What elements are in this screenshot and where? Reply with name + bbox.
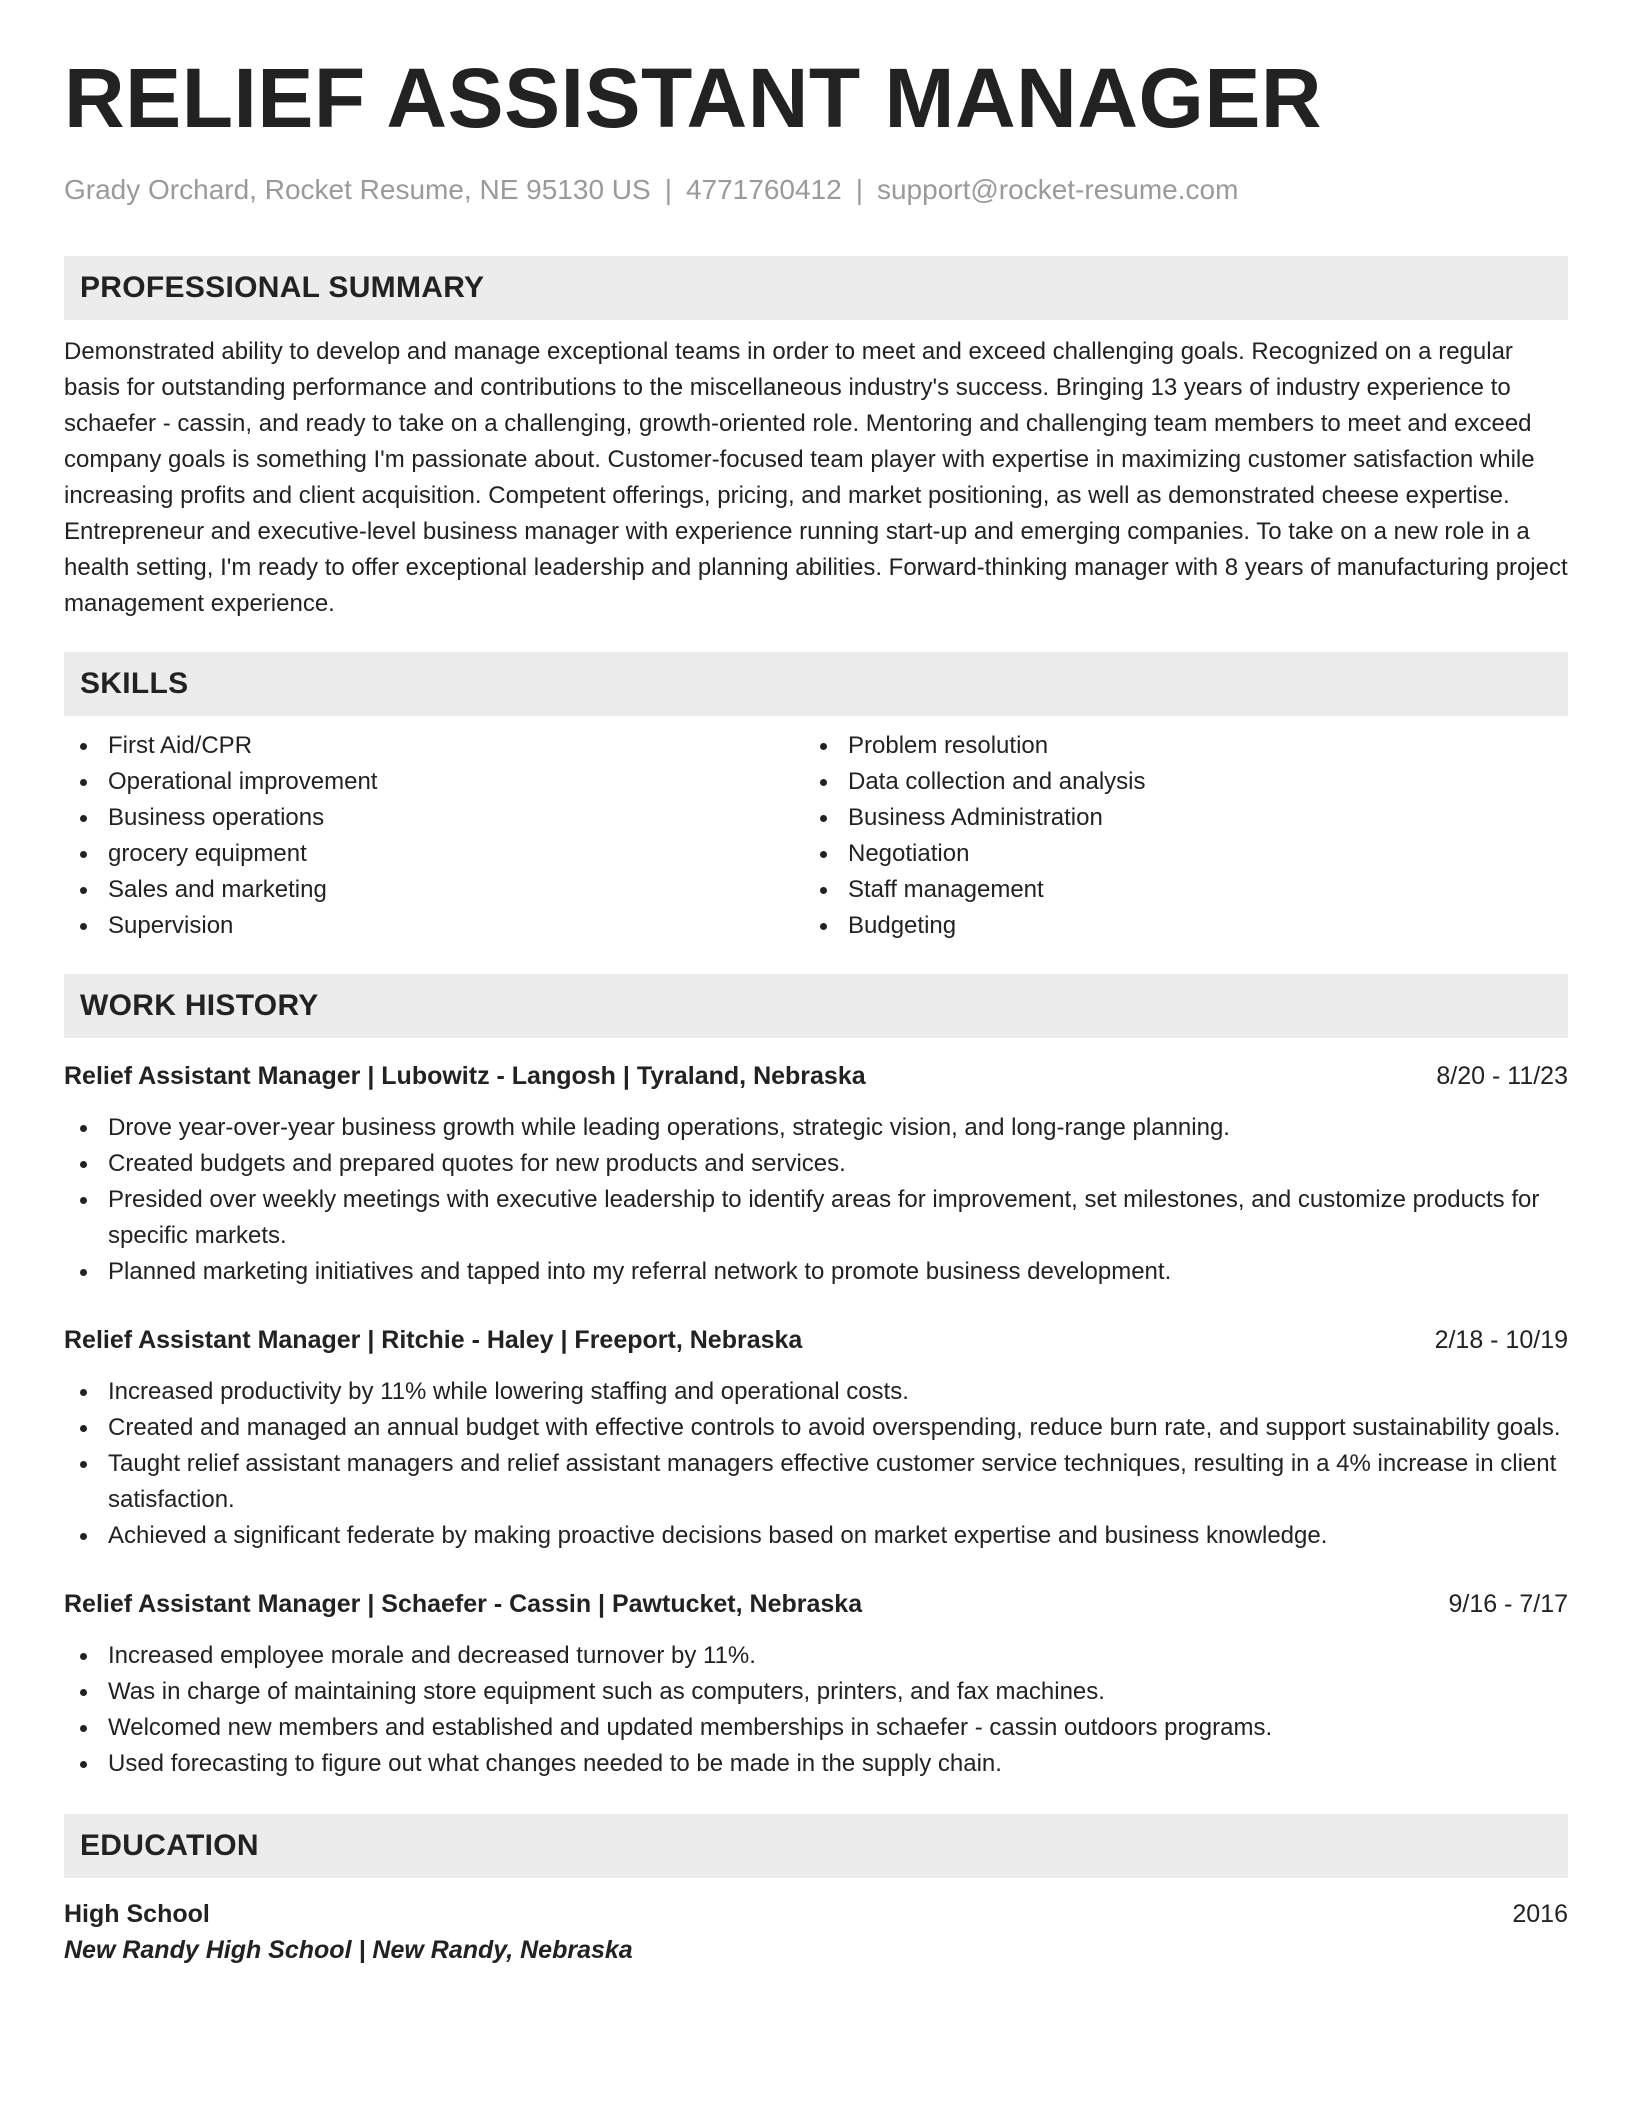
skill-item: Problem resolution [804, 728, 1544, 764]
job-dates: 9/16 - 7/17 [1448, 1590, 1568, 1618]
contact-separator: | [855, 174, 863, 205]
education-header [64, 1896, 1568, 1932]
job-bullet: Created budgets and prepared quotes for new products and services. [64, 1146, 1568, 1182]
job-header [64, 1322, 1568, 1358]
section-header-education: EDUCATION [64, 1814, 1568, 1878]
contact-separator: | [664, 174, 672, 205]
skill-item: Sales and marketing [64, 872, 804, 908]
skill-item: Supervision [64, 908, 804, 944]
section-header-work-history: WORK HISTORY [64, 974, 1568, 1038]
job-bullets [64, 1374, 1568, 1554]
job-dates: 8/20 - 11/23 [1436, 1062, 1568, 1090]
job-title: Relief Assistant Manager | Lubowitz - Langosh | Tyraland, Nebraska [64, 1062, 866, 1090]
job-bullet: Drove year-over-year business growth while leading operations, strategic vision, and long-range planning. [64, 1110, 1568, 1146]
job-dates: 2/18 - 10/19 [1434, 1326, 1568, 1354]
contact-line [64, 174, 1568, 206]
job-bullet: Taught relief assistant managers and relief assistant managers effective customer service techniques, resulting in a 4% increase in client satisfaction. [64, 1446, 1568, 1518]
skill-item: Business Administration [804, 800, 1544, 836]
job-bullet: Increased productivity by 11% while lowering staffing and operational costs. [64, 1374, 1568, 1410]
skill-item: Data collection and analysis [804, 764, 1544, 800]
skill-item: Staff management [804, 872, 1544, 908]
job-bullet: Increased employee morale and decreased turnover by 11%. [64, 1638, 1568, 1674]
contact-address: Grady Orchard, Rocket Resume, NE 95130 US [64, 174, 651, 205]
skill-item: grocery equipment [64, 836, 804, 872]
education-school: New Randy High School | New Randy, Nebraska [64, 1936, 633, 1964]
education-degree: High School [64, 1900, 210, 1928]
job-bullets [64, 1110, 1568, 1290]
skills-column-left [64, 728, 804, 944]
job-bullet: Created and managed an annual budget with effective controls to avoid overspending, reduce burn rate, and support sustainability goals. [64, 1410, 1568, 1446]
job-header [64, 1586, 1568, 1622]
section-header-summary: PROFESSIONAL SUMMARY [64, 256, 1568, 320]
skills-list [64, 728, 1568, 944]
contact-email: support@rocket-resume.com [876, 174, 1239, 205]
skill-item: Negotiation [804, 836, 1544, 872]
skill-item: Business operations [64, 800, 804, 836]
job-entry [64, 1322, 1568, 1554]
job-entry [64, 1586, 1568, 1782]
job-entry [64, 1058, 1568, 1290]
resume-title: RELIEF ASSISTANT MANAGER [64, 51, 1323, 145]
job-bullet: Planned marketing initiatives and tapped into my referral network to promote business development. [64, 1254, 1568, 1290]
summary-text: Demonstrated ability to develop and manage exceptional teams in order to meet and exceed challenging goals. Recognized on a regular basis for outstanding performance and contributions to the miscellaneous industry's success. Bringing 13 years of industry experience to schaefer - cassin, and ready to take on a challenging, growth-oriented role. Mentoring and challenging team members to meet and exceed company goals is something I'm passionate about. Customer-focused team player with expertise in maximizing customer satisfaction while increasing profits and client acquisition. Competent offerings, pricing, and market positioning, as well as demonstrated cheese expertise. Entrepreneur and executive-level business manager with experience running start-up and emerging companies. To take on a new role in a health setting, I'm ready to offer exceptional leadership and planning abilities. Forward-thinking manager with 8 years of manufacturing project management experience. [64, 338, 1568, 617]
job-bullet: Used forecasting to figure out what changes needed to be made in the supply chain. [64, 1746, 1568, 1782]
job-bullet: Was in charge of maintaining store equipment such as computers, printers, and fax machines. [64, 1674, 1568, 1710]
job-bullet: Presided over weekly meetings with executive leadership to identify areas for improvement, set milestones, and customize products for specific markets. [64, 1182, 1568, 1254]
skill-item: Budgeting [804, 908, 1544, 944]
skill-item: Operational improvement [64, 764, 804, 800]
education-entry [64, 1896, 1568, 1968]
job-title: Relief Assistant Manager | Ritchie - Haley | Freeport, Nebraska [64, 1326, 803, 1354]
job-bullets [64, 1638, 1568, 1782]
skill-item: First Aid/CPR [64, 728, 804, 764]
job-bullet: Achieved a significant federate by making proactive decisions based on market expertise and business knowledge. [64, 1518, 1568, 1554]
contact-phone: 4771760412 [685, 174, 842, 205]
job-title: Relief Assistant Manager | Schaefer - Cassin | Pawtucket, Nebraska [64, 1590, 863, 1618]
job-bullet: Welcomed new members and established and updated memberships in schaefer - cassin outdoors programs. [64, 1710, 1568, 1746]
education-year: 2016 [1512, 1900, 1568, 1928]
skills-column-right [804, 728, 1544, 944]
job-header [64, 1058, 1568, 1094]
section-header-skills: SKILLS [64, 652, 1568, 716]
